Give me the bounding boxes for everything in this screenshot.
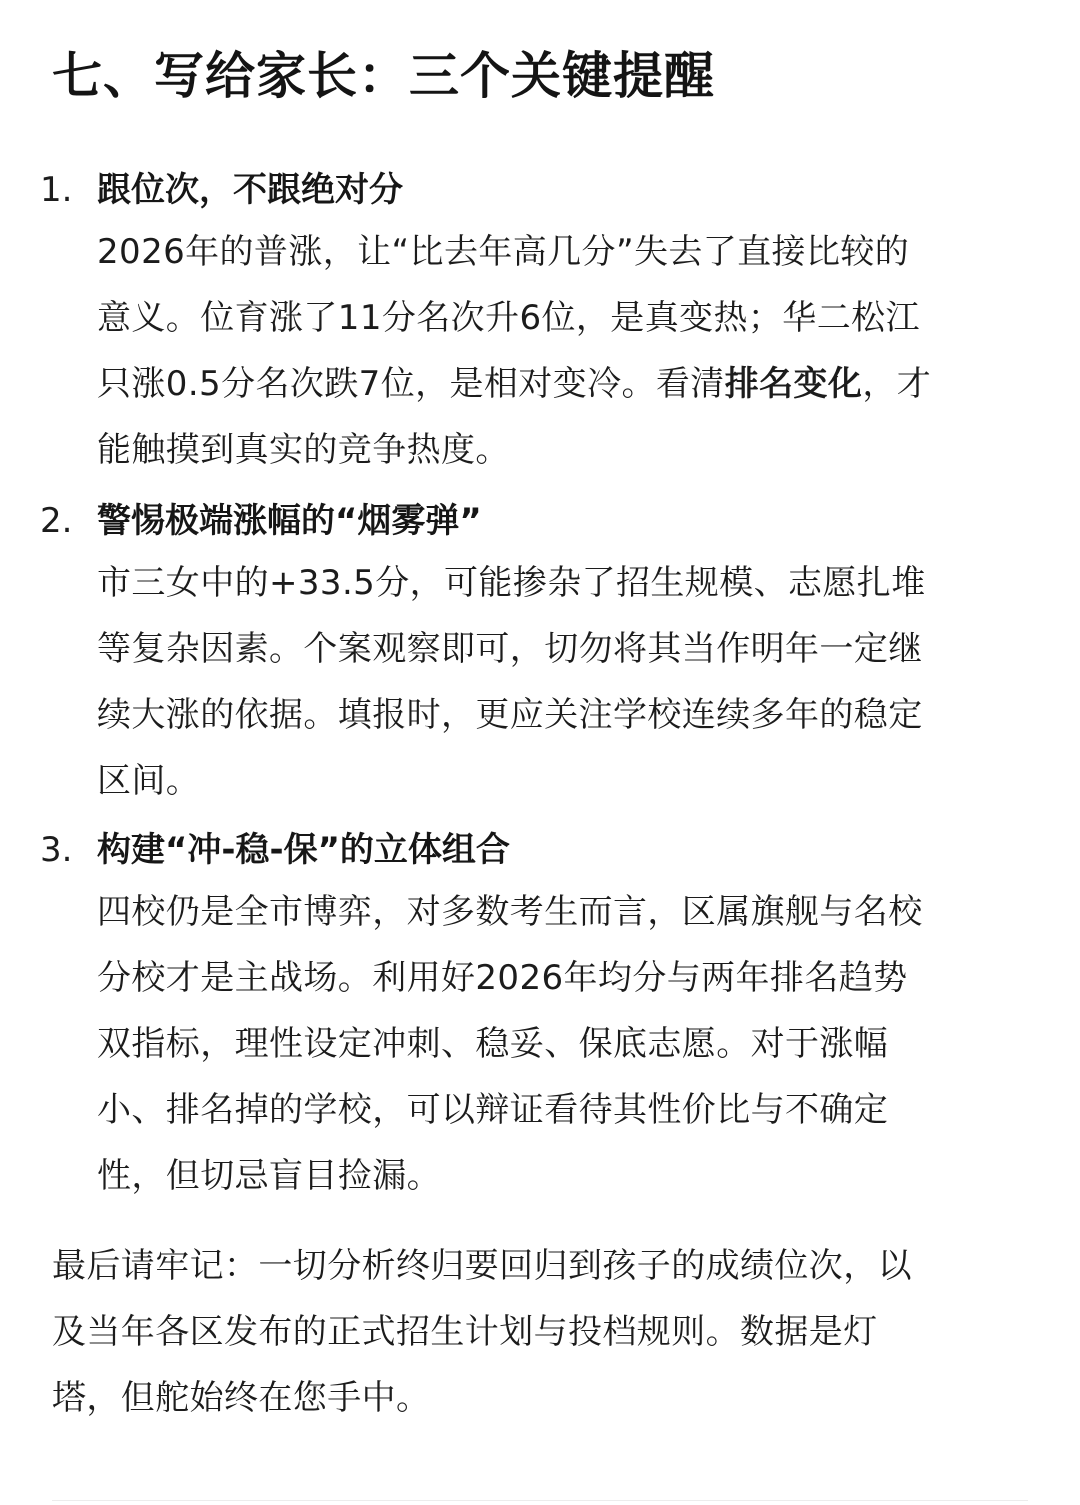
footer-divider [52, 1500, 1028, 1501]
reminder-number: 2. [40, 501, 73, 541]
body-line: 小、排名掉的学校，可以辩证看待其性价比与不确定 [97, 1090, 889, 1130]
body-line: 等复杂因素。个案观察即可，切勿将其当作明年一定继 [97, 629, 923, 669]
reminder-body [97, 879, 1027, 1209]
reminder-body [97, 550, 1027, 814]
closing-line: 塔，但舵始终在您手中。 [52, 1378, 431, 1418]
closing-line: 及当年各区发布的正式招生计划与投档规则。数据是灯 [52, 1312, 878, 1352]
reminder-number: 1. [40, 170, 73, 210]
reminder-heading: 警惕极端涨幅的“烟雾弹” [97, 501, 482, 541]
body-line: 意义。位育涨了11分名次升6位，是真变热；华二松江 [97, 298, 920, 338]
reminder-heading: 构建“冲-稳-保”的立体组合 [97, 830, 510, 870]
body-line: 双指标，理性设定冲刺、稳妥、保底志愿。对于涨幅 [97, 1024, 889, 1064]
closing-line: 最后请牢记：一切分析终归要回归到孩子的成绩位次，以 [52, 1246, 912, 1286]
body-line: 2026年的普涨，让“比去年高几分”失去了直接比较的 [97, 232, 910, 272]
body-line: 四校仍是全市博弈，对多数考生而言，区属旗舰与名校 [97, 892, 923, 932]
body-line: 分校才是主战场。利用好2026年均分与两年排名趋势 [97, 958, 908, 998]
body-line: 能触摸到真实的竞争热度。 [97, 430, 510, 470]
body-line [97, 351, 1027, 417]
body-text: 只涨0.5分名次跌7位，是相对变冷。看清 [97, 364, 725, 404]
closing-paragraph [52, 1233, 1042, 1431]
body-line: 续大涨的依据。填报时，更应关注学校连续多年的稳定 [97, 695, 923, 735]
page-title: 七、写给家长：三个关键提醒 [52, 47, 715, 105]
body-line: 市三女中的+33.5分，可能掺杂了招生规模、志愿扎堆 [97, 563, 926, 603]
reminder-number: 3. [40, 830, 73, 870]
body-line: 性，但切忌盲目捡漏。 [97, 1156, 441, 1196]
reminder-body [97, 219, 1027, 483]
reminder-heading: 跟位次，不跟绝对分 [97, 170, 403, 210]
body-line: 区间。 [97, 761, 201, 801]
body-text: ，才 [862, 364, 932, 404]
emphasis-text: 排名变化 [724, 364, 863, 404]
